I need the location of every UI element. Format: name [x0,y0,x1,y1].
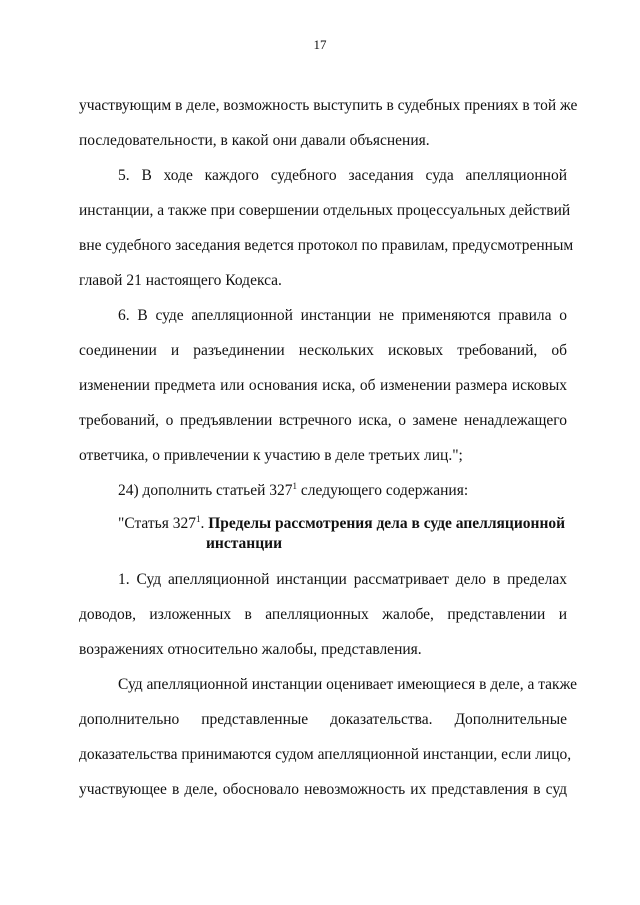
text-line: ответчика, о привлечении к участию в деле третьих лиц."; [79,447,463,464]
article-title: Пределы рассмотрения дела в суде апелляционной [208,515,566,532]
paragraph-1-line: 1. Суд апелляционной инстанции рассматривает дело в пределах [118,571,567,588]
article-heading [118,514,578,554]
text-line: доказательства принимаются судом апелляционной инстанции, если лицо, [79,746,572,763]
article-superscript: 1 [196,513,201,524]
superscript: 1 [292,480,298,491]
text-line: участвующее в деле, обосновало невозможность их представления в суд [79,781,567,798]
text-line: соединении и разъединении нескольких исковых требований, об [79,342,567,359]
paragraph-6-line: 6. В суде апелляционной инстанции не применяются правила о [118,307,567,324]
page-number: 17 [313,37,327,52]
text-line: участвующим в деле, возможность выступить в судебных прениях в той же [79,97,578,114]
text-line: последовательности, в какой они давали объяснения. [79,132,430,149]
text-line: доводов, изложенных в апелляционных жалобе, представлении и [79,606,567,623]
article-number-end: . [200,515,209,532]
text-line: инстанции, а также при совершении отдельных процессуальных действий [79,202,571,219]
article-number: "Статья 327 [118,515,196,532]
text-line: вне судебного заседания ведется протокол по правилам, предусмотренным [79,237,574,254]
text-line: возражениях относительно жалобы, представления. [79,641,422,658]
amendment-24-line [118,481,567,501]
article-title-continuation: инстанции [206,535,283,552]
amendment-text: 24) дополнить статьей 327 [118,482,293,499]
text-line: требований, о предъявлении встречного иска, о замене ненадлежащего [79,412,567,429]
text-line: изменении предмета или основания иска, об изменении размера исковых [79,377,567,394]
text-line: главой 21 настоящего Кодекса. [79,272,282,289]
amendment-text: следующего содержания: [297,482,469,499]
paragraph-5-line: 5. В ходе каждого судебного заседания суда апелляционной [118,167,567,184]
text-line: дополнительно представленные доказательства. Дополнительные [79,711,567,728]
paragraph-line: Суд апелляционной инстанции оценивает имеющиеся в деле, а также [118,676,577,693]
